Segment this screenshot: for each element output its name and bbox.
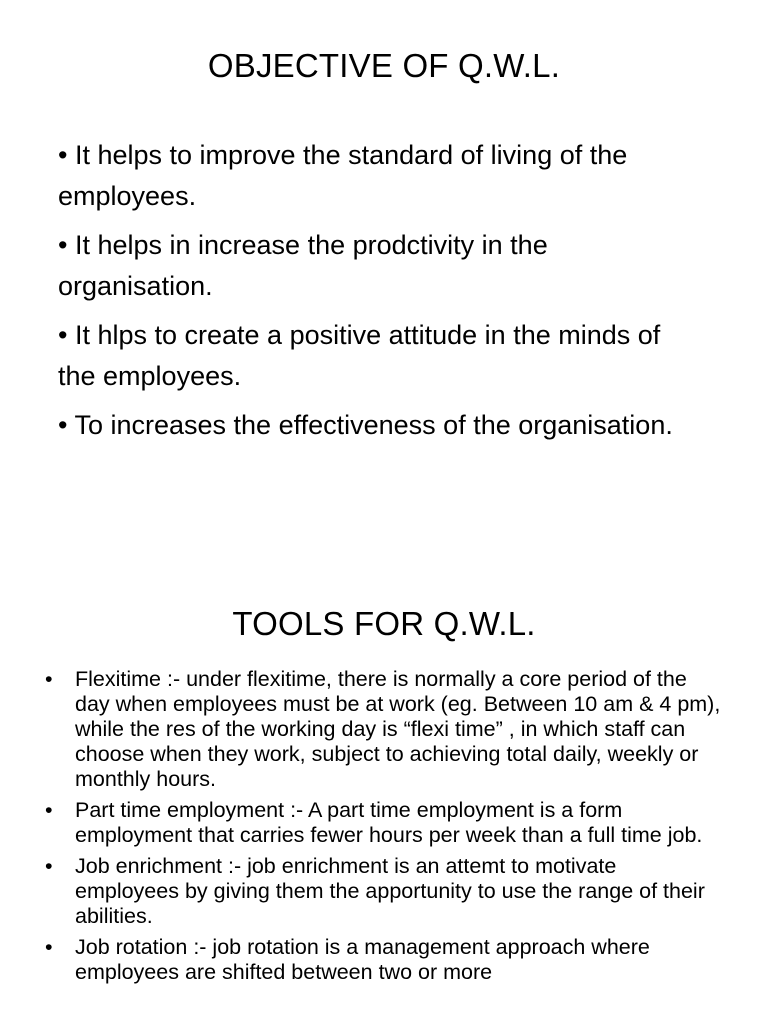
objective-bullet: • It helps in increase the prodctivity in the organisation. bbox=[58, 230, 548, 301]
bullet-dot-icon: • bbox=[45, 798, 53, 822]
tools-bullet-text: Flexitime :- under flexitime, there is normally a core period of the day when employees must be at work (eg. Between 10 am & 4 pm), while the res of the working day is “flexi time” , in which staff can choose when they work, subject to achieving total daily, weekly or monthly hours. bbox=[75, 667, 721, 791]
objective-bullet-list bbox=[58, 135, 698, 454]
bullet-dot-icon: • bbox=[45, 854, 53, 878]
slide-title-tools: TOOLS FOR Q.W.L. bbox=[232, 605, 536, 642]
tools-bullet bbox=[43, 854, 723, 929]
objective-bullet: • To increases the effectiveness of the organisation. bbox=[58, 410, 673, 440]
tools-bullet bbox=[43, 935, 723, 985]
slide-tools bbox=[0, 512, 768, 1024]
tools-bullet-text: Job rotation :- job rotation is a management approach where employees are shifted between two or more bbox=[75, 935, 650, 984]
objective-bullet: • It hlps to create a positive attitude in the minds of the employees. bbox=[58, 320, 661, 391]
tools-bullet-text: Part time employment :- A part time employment is a form employment that carries fewer hours per week than a full time job. bbox=[75, 798, 703, 847]
slide-title-objective: OBJECTIVE OF Q.W.L. bbox=[207, 47, 561, 84]
objective-bullet: • It helps to improve the standard of living of the employees. bbox=[58, 140, 628, 211]
tools-bullet-list bbox=[43, 667, 723, 991]
tools-bullet bbox=[43, 798, 723, 848]
bullet-dot-icon: • bbox=[45, 667, 53, 691]
tools-bullet-text: Job enrichment :- job enrichment is an attemt to motivate employees by giving them the apportunity to use the range of their abilities. bbox=[75, 854, 705, 928]
tools-bullet bbox=[43, 667, 723, 792]
bullet-dot-icon: • bbox=[45, 935, 53, 959]
